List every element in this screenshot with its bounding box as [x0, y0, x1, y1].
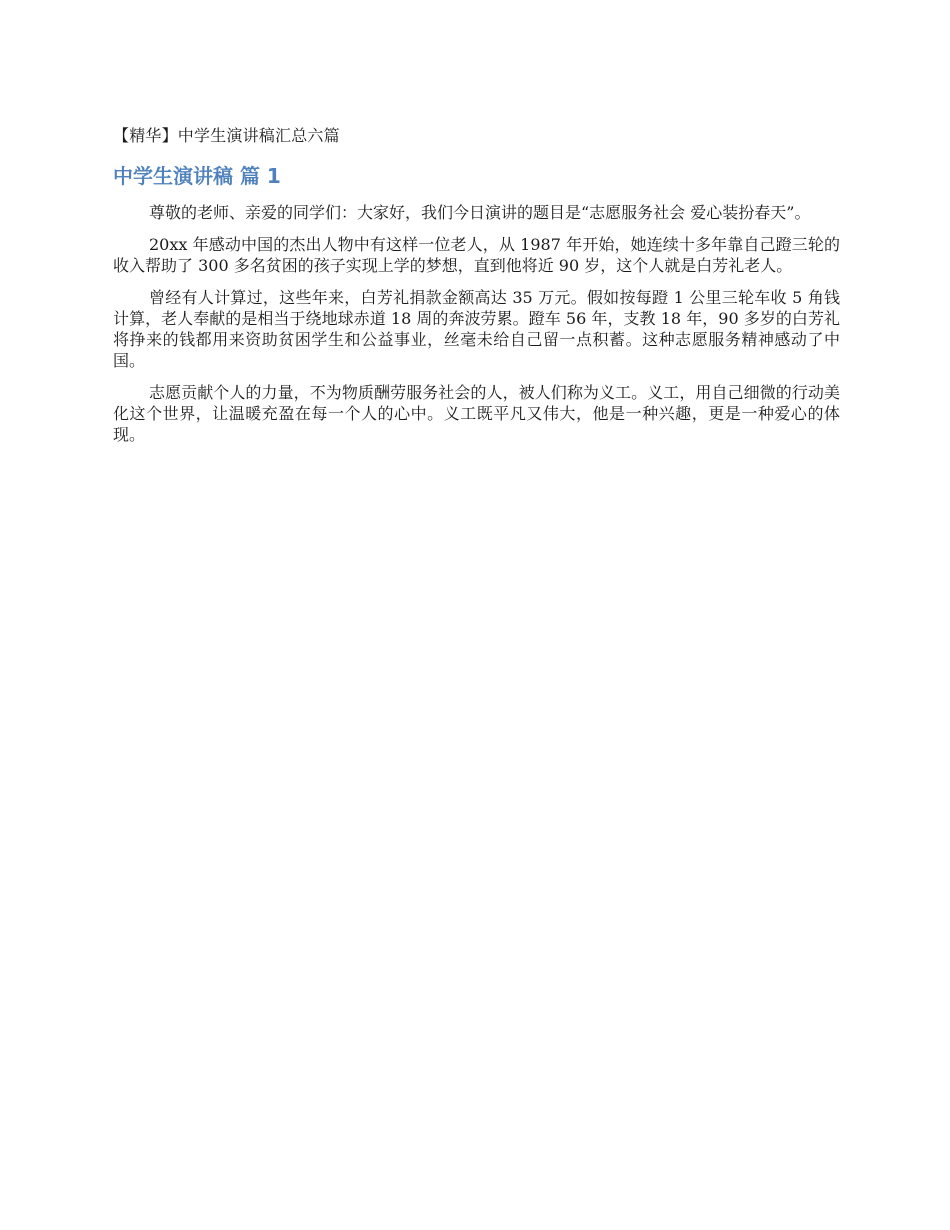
paragraph-1: 尊敬的老师、亲爱的同学们：大家好，我们今日演讲的题目是“志愿服务社会 爱心装扮春天”。: [149, 203, 811, 222]
paragraph-3: 曾经有人计算过，这些年来，白芳礼捐款金额高达 35 万元。假如按每蹬 1 公里三轮车收 5 角钱计算，老人奉献的是相当于绕地球赤道 18 周的奔波劳累。蹬车 56 年，支教 18 年，90 多岁的白芳礼将挣来的钱都用来资助贫困学生和公益事业，丝毫未给自己留一点积蓄。这种志愿服务精神感动了中国。: [113, 288, 840, 370]
document-page: [113, 124, 840, 456]
document-title: 【精华】中学生演讲稿汇总六篇: [113, 126, 340, 145]
paragraph-2: 20xx 年感动中国的杰出人物中有这样一位老人，从 1987 年开始，她连续十多年靠自己蹬三轮的收入帮助了 300 多名贫困的孩子实现上学的梦想，直到他将近 90 岁，这个人就是白芳礼老人。: [113, 235, 840, 275]
paragraph-4: 志愿贡献个人的力量，不为物质酬劳服务社会的人，被人们称为义工。义工，用自己细微的行动美化这个世界，让温暖充盈在每一个人的心中。义工既平凡又伟大，他是一种兴趣，更是一种爱心的体现。: [113, 383, 840, 444]
section-heading: 中学生演讲稿 篇 1: [113, 164, 281, 188]
